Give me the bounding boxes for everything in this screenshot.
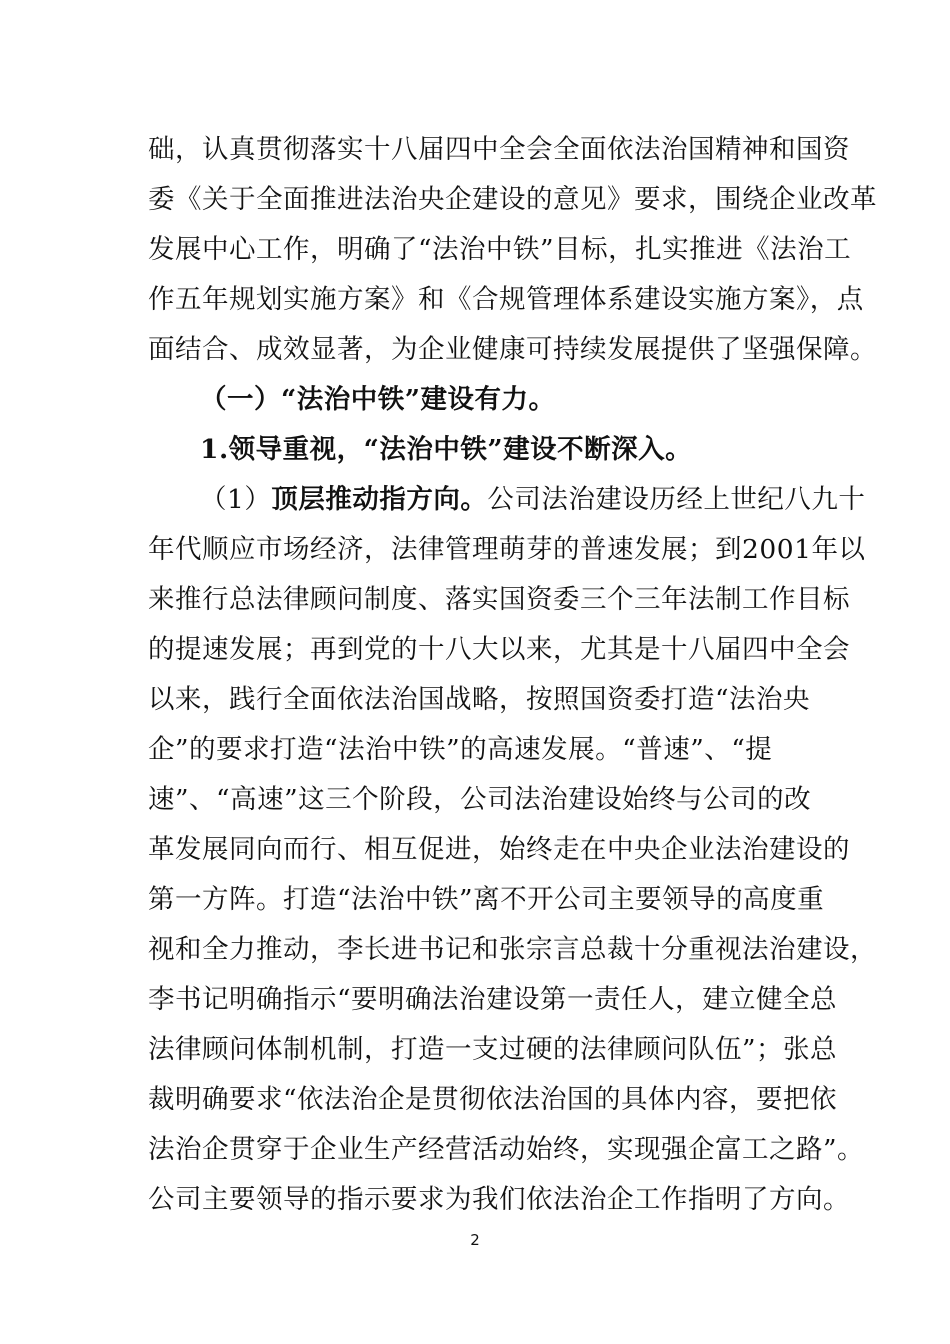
paragraph-first-line: [200, 483, 865, 517]
text-line: 法治企贯穿于企业生产经营活动始终，实现强企富工之路”。: [148, 1134, 865, 1165]
text-line: 发展中心工作，明确了“法治中铁”目标，扎实推进《法治工: [148, 234, 852, 265]
text-line: 视和全力推动，李长进书记和张宗言总裁十分重视法治建设，: [148, 934, 877, 965]
text-line: 法律顾问体制机制，打造一支过硬的法律顾问队伍”；张总: [148, 1034, 838, 1065]
text-line: 裁明确要求“依法治企是贯彻依法治国的具体内容，要把依: [148, 1084, 838, 1115]
text-line: 公司主要领导的指示要求为我们依法治企工作指明了方向。: [148, 1184, 850, 1215]
text-line: 础，认真贯彻落实十八届四中全会全面依法治国精神和国资: [148, 134, 850, 165]
text-line: 的提速发展；再到党的十八大以来，尤其是十八届四中全会: [148, 634, 850, 665]
text-line: 以来，践行全面依法治国战略，按照国资委打造“法治央: [148, 684, 811, 715]
text-line: 第一方阵。打造“法治中铁”离不开公司主要领导的高度重: [148, 884, 825, 915]
text-line: 革发展同向而行、相互促进，始终走在中央企业法治建设的: [148, 834, 850, 865]
text-line: 企”的要求打造“法治中铁”的高速发展。“普速”、“提: [148, 734, 773, 765]
sub-heading: 1.领导重视，“法治中铁”建设不断深入。: [200, 434, 693, 465]
section-heading: （一）“法治中铁”建设有力。: [200, 384, 556, 415]
item-bold-lead: 顶层推动指方向。: [271, 484, 488, 515]
text-line: 面结合、成效显著，为企业健康可持续发展提供了坚强保障。: [148, 334, 877, 365]
text-line: 委《关于全面推进法治央企建设的意见》要求，围绕企业改革: [148, 184, 877, 215]
text-line: 年代顺应市场经济，法律管理萌芽的普速发展；到2001年以: [148, 534, 866, 565]
text-line: 作五年规划实施方案》和《合规管理体系建设实施方案》，点: [148, 284, 864, 315]
item-text: 公司法治建设历经上世纪八九十: [487, 484, 866, 515]
item-number: （1）: [200, 484, 272, 515]
text-line: 李书记明确指示“要明确法治建设第一责任人，建立健全总: [148, 984, 838, 1015]
page-number: 2: [470, 1231, 480, 1249]
text-line: 来推行总法律顾问制度、落实国资委三个三年法制工作目标: [148, 584, 850, 615]
text-line: 速”、“高速”这三个阶段，公司法治建设始终与公司的改: [148, 784, 812, 815]
